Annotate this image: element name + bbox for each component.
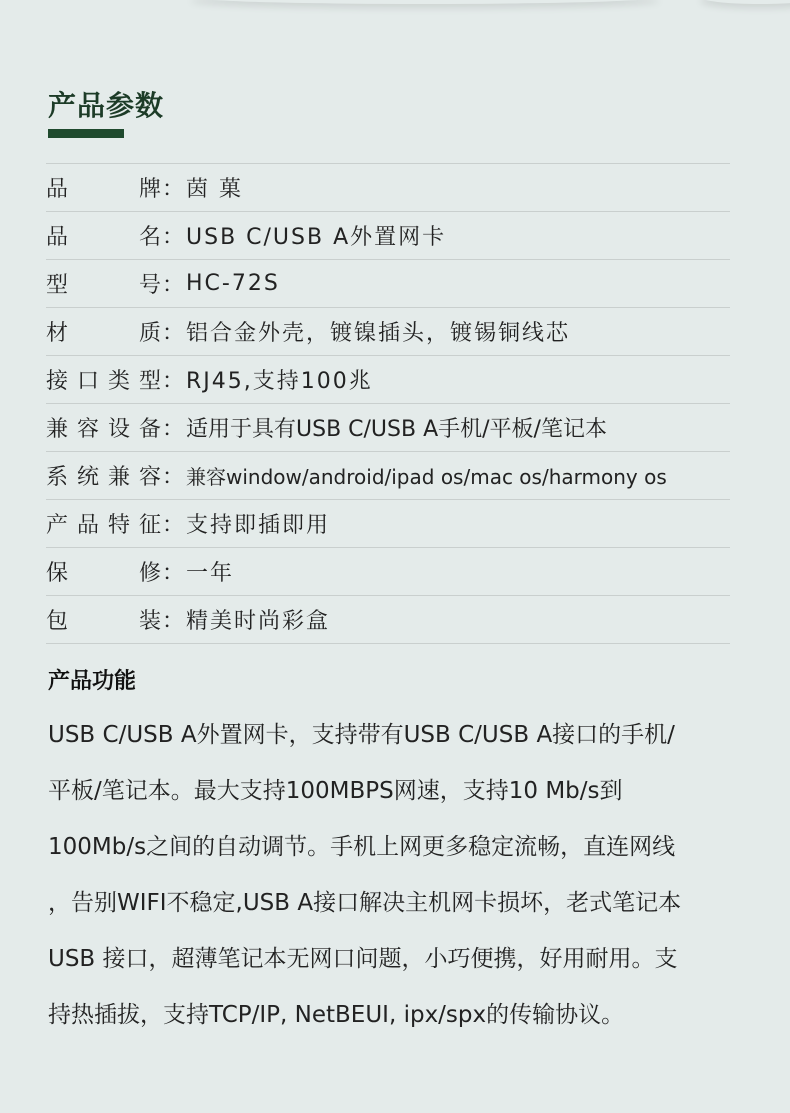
spec-label: 保修 — [46, 561, 162, 586]
spec-label: 产品特征 — [46, 513, 162, 538]
spec-value: USB C/USB A外置网卡 — [186, 225, 447, 250]
spec-colon: ： — [162, 609, 185, 634]
spec-colon: ： — [162, 321, 185, 346]
functions-line: 100Mb/s之间的自动调节。手机上网更多稳定流畅，直连网线 — [48, 834, 676, 860]
spec-table — [46, 163, 730, 644]
spec-row-model — [46, 260, 730, 307]
spec-label: 材质 — [46, 321, 162, 346]
functions-line: USB C/USB A外置网卡，支持带有USB C/USB A接口的手机/ — [48, 722, 675, 748]
spec-label: 包装 — [46, 609, 162, 634]
spec-value: HC-72S — [186, 271, 280, 296]
functions-line: 平板/笔记本。最大支持100MBPS网速，支持10 Mb/s到 — [48, 778, 623, 804]
spec-row-brand — [46, 164, 730, 211]
spec-row-interface-type — [46, 356, 730, 403]
title-underline-bar — [48, 129, 124, 138]
top-decorative-shadow-right — [700, 0, 790, 4]
spec-label: 系统兼容 — [46, 465, 162, 490]
functions-line: USB 接口，超薄笔记本无网口问题，小巧便携，好用耐用。支 — [48, 946, 678, 972]
spec-label: 接口类型 — [46, 369, 162, 394]
spec-colon: ： — [162, 465, 185, 490]
spec-row-system-compat — [46, 452, 730, 499]
spec-value: 茵 菓 — [186, 177, 243, 202]
spec-value: 适用于具有USB C/USB A手机/平板/笔记本 — [186, 417, 607, 442]
spec-divider — [46, 643, 730, 644]
section-title-specs: 产品参数 — [48, 89, 165, 122]
spec-colon: ： — [162, 225, 185, 250]
spec-colon: ： — [162, 273, 185, 298]
spec-label: 品牌 — [46, 177, 162, 202]
spec-row-features — [46, 500, 730, 547]
spec-value: 支持即插即用 — [186, 513, 331, 538]
top-decorative-shadow — [190, 0, 660, 4]
spec-row-material — [46, 308, 730, 355]
spec-row-warranty — [46, 548, 730, 595]
spec-row-product-name — [46, 212, 730, 259]
spec-label: 型号 — [46, 273, 162, 298]
functions-paragraph — [48, 712, 758, 1048]
spec-colon: ： — [162, 417, 185, 442]
spec-value: RJ45,支持100兆 — [186, 369, 373, 394]
spec-value: 铝合金外壳，镀镍插头，镀锡铜线芯 — [186, 321, 571, 346]
spec-row-packaging — [46, 596, 730, 643]
functions-line: 持热插拔，支持TCP/IP, NetBEUI, ipx/spx的传输协议。 — [48, 1002, 625, 1028]
spec-colon: ： — [162, 561, 185, 586]
spec-label: 兼容设备 — [46, 417, 162, 442]
spec-colon: ： — [162, 369, 185, 394]
spec-value: 兼容window/android/ipad os/mac os/harmony os — [186, 465, 667, 489]
spec-value: 一年 — [186, 561, 235, 586]
spec-colon: ： — [162, 513, 185, 538]
functions-line: ，告别WIFI不稳定,USB A接口解决主机网卡损坏，老式笔记本 — [48, 890, 682, 916]
spec-row-compatible-devices — [46, 404, 730, 451]
section-title-functions: 产品功能 — [48, 669, 137, 694]
spec-label: 品名 — [46, 225, 162, 250]
spec-value: 精美时尚彩盒 — [186, 609, 331, 634]
spec-colon: ： — [162, 177, 185, 202]
